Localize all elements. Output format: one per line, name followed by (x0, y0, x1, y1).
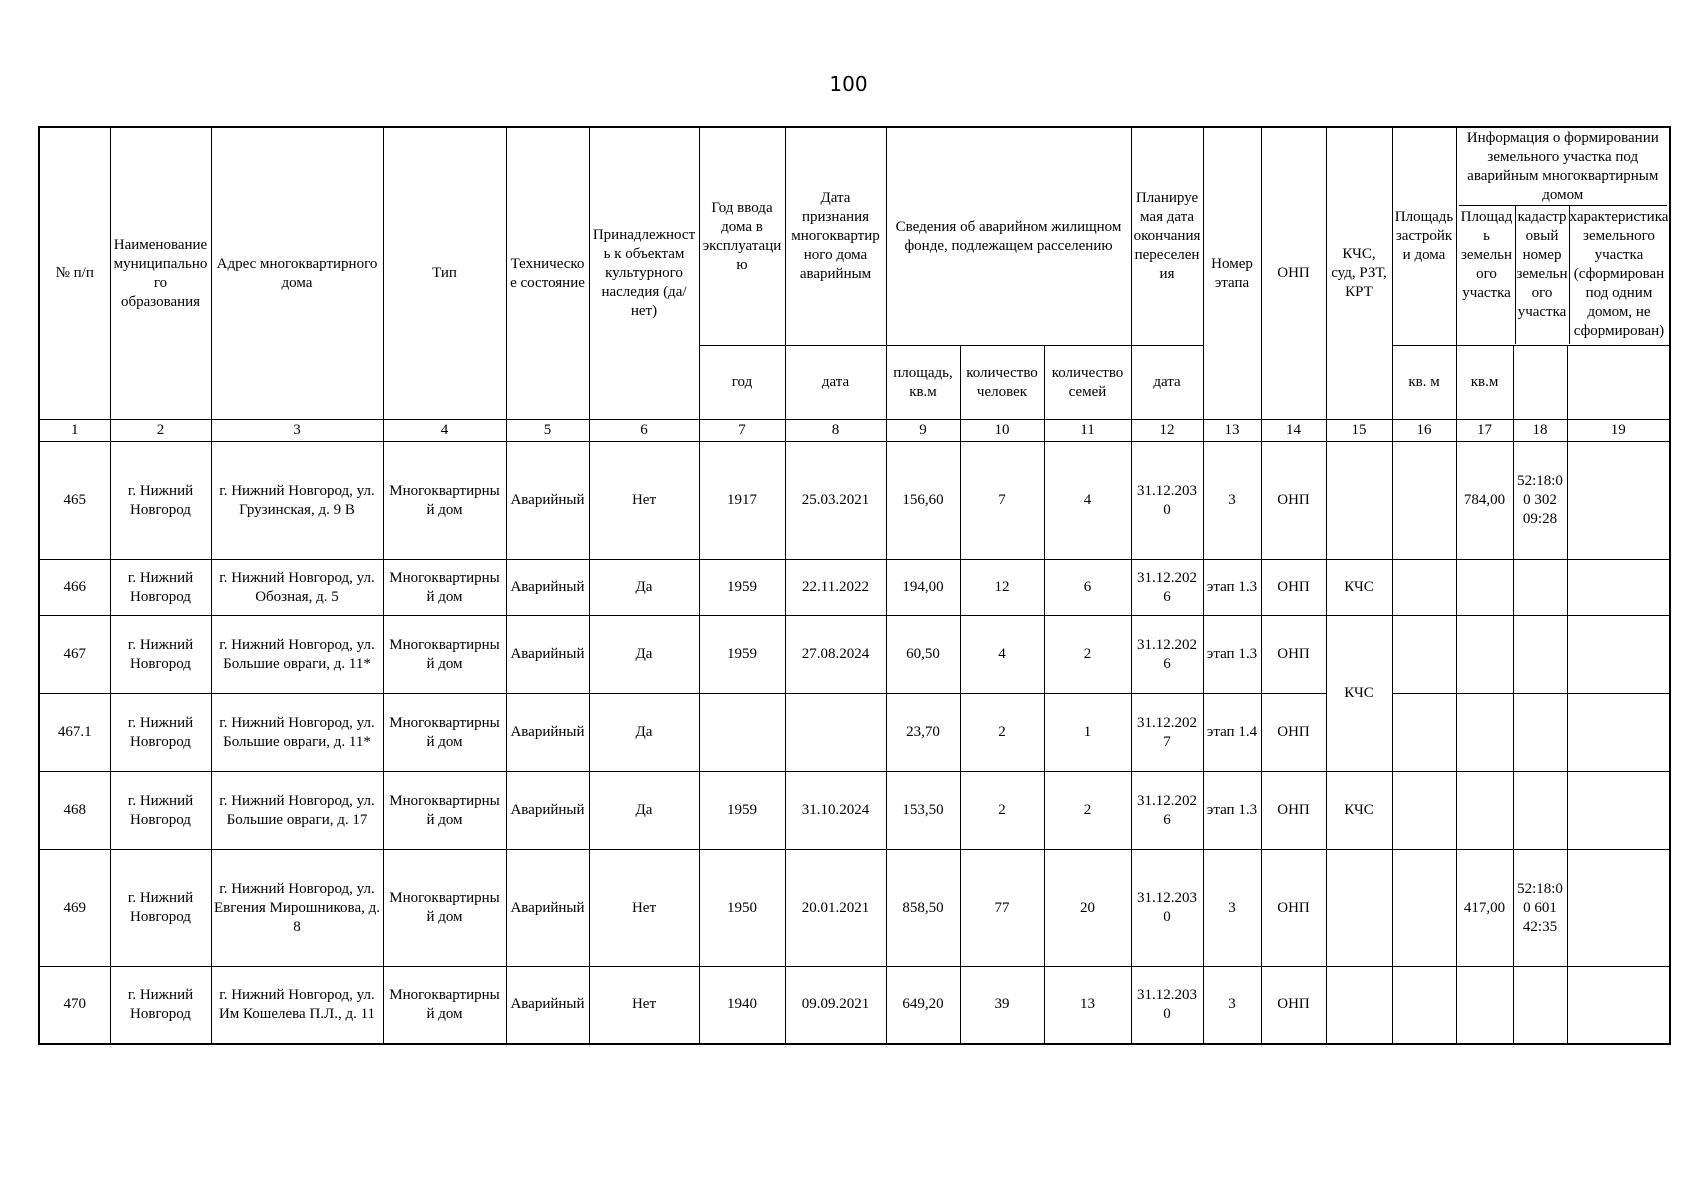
cell-year: 1959 (699, 616, 785, 694)
cell-cadastral-number (1513, 616, 1567, 694)
header-type: Тип (383, 127, 506, 420)
cell-building-area (1392, 967, 1456, 1044)
header-commission-year: Год ввода дома в эксплуатацию (699, 127, 785, 346)
header-emergency-fund: Сведения об аварийном жилищном фонде, подлежащем расселению (886, 127, 1131, 346)
cell-year: 1917 (699, 442, 785, 560)
cell-number: 468 (39, 772, 110, 850)
column-number: 2 (110, 420, 211, 442)
header-building-area: Площадь застройки дома (1392, 127, 1456, 346)
cell-cadastral-number: 52:18:00 302 09:28 (1513, 442, 1567, 560)
cell-people: 77 (960, 850, 1044, 967)
cell-planned-date: 31.12.2030 (1131, 850, 1203, 967)
subheader-planned-date: дата (1131, 346, 1203, 420)
cell-state: Аварийный (506, 967, 589, 1044)
column-number-row (39, 420, 1670, 442)
column-number: 13 (1203, 420, 1261, 442)
cell-number: 466 (39, 560, 110, 616)
cell-heritage: Да (589, 694, 699, 772)
header-land-characteristic: характеристика земельного участка (сформирован под одним домом, не сформирован) (1569, 209, 1669, 339)
cell-state: Аварийный (506, 442, 589, 560)
cell-planned-date: 31.12.2026 (1131, 616, 1203, 694)
cell-date: 09.09.2021 (785, 967, 886, 1044)
cell-kchs: КЧС (1326, 560, 1392, 616)
header-heritage: Принадлежность к объектам культурного наследия (да/нет) (589, 127, 699, 420)
cell-stage: 3 (1203, 967, 1261, 1044)
cell-heritage: Нет (589, 967, 699, 1044)
cell-address: г. Нижний Новгород, ул. Им Кошелева П.Л., д. 11 (211, 967, 383, 1044)
header-land-plot-subgroup (1459, 206, 1668, 344)
cell-area: 194,00 (886, 560, 960, 616)
header-municipality: Наименование муниципального образования (110, 127, 211, 420)
cell-date: 31.10.2024 (785, 772, 886, 850)
cell-state: Аварийный (506, 772, 589, 850)
cell-building-area (1392, 616, 1456, 694)
cell-stage: 3 (1203, 442, 1261, 560)
column-number: 7 (699, 420, 785, 442)
cell-year: 1959 (699, 772, 785, 850)
table-row (39, 616, 1670, 694)
cell-type: Многоквартирный дом (383, 560, 506, 616)
subheader-characteristic-continued (1567, 346, 1670, 420)
cell-stage: 3 (1203, 850, 1261, 967)
header-address: Адрес многоквартирного дома (211, 127, 383, 420)
cell-stage: этап 1.3 (1203, 616, 1261, 694)
column-number: 19 (1567, 420, 1670, 442)
cell-people: 2 (960, 694, 1044, 772)
column-number: 8 (785, 420, 886, 442)
subheader-families: количество семей (1044, 346, 1131, 420)
cell-planned-date: 31.12.2027 (1131, 694, 1203, 772)
cell-people: 4 (960, 616, 1044, 694)
column-number: 15 (1326, 420, 1392, 442)
cell-stage: этап 1.3 (1203, 560, 1261, 616)
cell-municipality: г. Нижний Новгород (110, 442, 211, 560)
cell-planned-date: 31.12.2026 (1131, 560, 1203, 616)
emergency-housing-table (38, 126, 1671, 1045)
cell-address: г. Нижний Новгород, ул. Большие овраги, д. 17 (211, 772, 383, 850)
cell-planned-date: 31.12.2030 (1131, 442, 1203, 560)
cell-year: 1950 (699, 850, 785, 967)
column-number: 5 (506, 420, 589, 442)
column-number: 17 (1456, 420, 1513, 442)
cell-land-characteristic (1567, 616, 1670, 694)
cell-people: 2 (960, 772, 1044, 850)
cell-planned-date: 31.12.2026 (1131, 772, 1203, 850)
column-number: 11 (1044, 420, 1131, 442)
cell-kchs: КЧС (1326, 772, 1392, 850)
cell-onp: ОНП (1261, 850, 1326, 967)
cell-cadastral-number (1513, 967, 1567, 1044)
cell-municipality: г. Нижний Новгород (110, 616, 211, 694)
column-number: 14 (1261, 420, 1326, 442)
column-number: 6 (589, 420, 699, 442)
cell-onp: ОНП (1261, 442, 1326, 560)
cell-area: 23,70 (886, 694, 960, 772)
cell-municipality: г. Нижний Новгород (110, 850, 211, 967)
header-planned-date: Планируемая дата окончания переселения (1131, 127, 1203, 346)
cell-municipality: г. Нижний Новгород (110, 772, 211, 850)
cell-land-area (1456, 616, 1513, 694)
cell-area: 153,50 (886, 772, 960, 850)
cell-date: 27.08.2024 (785, 616, 886, 694)
cell-land-characteristic (1567, 560, 1670, 616)
column-number: 18 (1513, 420, 1567, 442)
cell-heritage: Нет (589, 850, 699, 967)
subheader-cadastral-continued (1513, 346, 1567, 420)
cell-type: Многоквартирный дом (383, 850, 506, 967)
cell-municipality: г. Нижний Новгород (110, 694, 211, 772)
cell-address: г. Нижний Новгород, ул. Грузинская, д. 9 В (211, 442, 383, 560)
subheader-date: дата (785, 346, 886, 420)
cell-land-area (1456, 560, 1513, 616)
header-land-plot-group (1456, 127, 1670, 346)
cell-land-area: 784,00 (1456, 442, 1513, 560)
cell-planned-date: 31.12.2030 (1131, 967, 1203, 1044)
cell-kchs: КЧС (1326, 616, 1392, 772)
cell-land-area (1456, 772, 1513, 850)
cell-area: 156,60 (886, 442, 960, 560)
cell-stage: этап 1.3 (1203, 772, 1261, 850)
subheader-people: количество человек (960, 346, 1044, 420)
cell-onp: ОНП (1261, 967, 1326, 1044)
table-row (39, 772, 1670, 850)
cell-kchs (1326, 850, 1392, 967)
cell-year (699, 694, 785, 772)
column-number: 9 (886, 420, 960, 442)
header-onp: ОНП (1261, 127, 1326, 420)
column-number: 12 (1131, 420, 1203, 442)
cell-state: Аварийный (506, 560, 589, 616)
cell-cadastral-number (1513, 772, 1567, 850)
cell-land-area: 417,00 (1456, 850, 1513, 967)
column-number: 10 (960, 420, 1044, 442)
cell-families: 1 (1044, 694, 1131, 772)
header-land-plot-info: Информация о формировании земельного участка под аварийным многоквартирным домом (1459, 129, 1668, 206)
cell-state: Аварийный (506, 616, 589, 694)
subheader-area: площадь, кв.м (886, 346, 960, 420)
cell-heritage: Да (589, 772, 699, 850)
table-row (39, 442, 1670, 560)
cell-stage: этап 1.4 (1203, 694, 1261, 772)
table-row (39, 850, 1670, 967)
table-row (39, 694, 1670, 772)
cell-cadastral-number (1513, 694, 1567, 772)
column-number: 16 (1392, 420, 1456, 442)
cell-families: 4 (1044, 442, 1131, 560)
cell-date (785, 694, 886, 772)
cell-area: 649,20 (886, 967, 960, 1044)
cell-number: 469 (39, 850, 110, 967)
cell-heritage: Да (589, 560, 699, 616)
cell-land-characteristic (1567, 967, 1670, 1044)
cell-onp: ОНП (1261, 560, 1326, 616)
cell-people: 7 (960, 442, 1044, 560)
cell-families: 20 (1044, 850, 1131, 967)
cell-cadastral-number: 52:18:00 601 42:35 (1513, 850, 1567, 967)
column-number: 3 (211, 420, 383, 442)
page-number: 100 (829, 72, 868, 96)
cell-address: г. Нижний Новгород, ул. Обозная, д. 5 (211, 560, 383, 616)
table-row (39, 560, 1670, 616)
cell-area: 858,50 (886, 850, 960, 967)
cell-address: г. Нижний Новгород, ул. Большие овраги, д. 11* (211, 694, 383, 772)
column-number: 4 (383, 420, 506, 442)
cell-heritage: Да (589, 616, 699, 694)
cell-state: Аварийный (506, 694, 589, 772)
cell-families: 2 (1044, 772, 1131, 850)
cell-type: Многоквартирный дом (383, 772, 506, 850)
cell-date: 25.03.2021 (785, 442, 886, 560)
cell-land-characteristic (1567, 772, 1670, 850)
cell-number: 470 (39, 967, 110, 1044)
header-technical-state: Техническое состояние (506, 127, 589, 420)
table-row (39, 967, 1670, 1044)
cell-land-area (1456, 967, 1513, 1044)
cell-cadastral-number (1513, 560, 1567, 616)
header-row-number: № п/п (39, 127, 110, 420)
cell-onp: ОНП (1261, 616, 1326, 694)
header-kchs: КЧС, суд, РЗТ, КРТ (1326, 127, 1392, 420)
cell-kchs (1326, 967, 1392, 1044)
cell-municipality: г. Нижний Новгород (110, 967, 211, 1044)
cell-building-area (1392, 560, 1456, 616)
cell-land-characteristic (1567, 850, 1670, 967)
cell-type: Многоквартирный дом (383, 694, 506, 772)
cell-heritage: Нет (589, 442, 699, 560)
cell-land-characteristic (1567, 694, 1670, 772)
cell-municipality: г. Нижний Новгород (110, 560, 211, 616)
column-number: 1 (39, 420, 110, 442)
cell-building-area (1392, 442, 1456, 560)
cell-type: Многоквартирный дом (383, 616, 506, 694)
header-recognition-date: Дата признания многоквартирного дома аварийным (785, 127, 886, 346)
cell-kchs (1326, 442, 1392, 560)
cell-area: 60,50 (886, 616, 960, 694)
cell-year: 1959 (699, 560, 785, 616)
cell-families: 2 (1044, 616, 1131, 694)
cell-number: 467 (39, 616, 110, 694)
cell-people: 39 (960, 967, 1044, 1044)
cell-land-characteristic (1567, 442, 1670, 560)
subheader-year: год (699, 346, 785, 420)
cell-number: 467.1 (39, 694, 110, 772)
cell-address: г. Нижний Новгород, ул. Евгения Мирошникова, д. 8 (211, 850, 383, 967)
header-stage: Номер этапа (1203, 127, 1261, 420)
cell-onp: ОНП (1261, 772, 1326, 850)
cell-number: 465 (39, 442, 110, 560)
cell-families: 6 (1044, 560, 1131, 616)
cell-date: 22.11.2022 (785, 560, 886, 616)
cell-year: 1940 (699, 967, 785, 1044)
header-row-top (39, 127, 1670, 346)
cell-type: Многоквартирный дом (383, 967, 506, 1044)
cell-onp: ОНП (1261, 694, 1326, 772)
cell-building-area (1392, 850, 1456, 967)
header-cadastral-number: кадастровый номер земельного участка (1516, 206, 1570, 344)
subheader-land-area-unit: кв.м (1456, 346, 1513, 420)
cell-date: 20.01.2021 (785, 850, 886, 967)
cell-families: 13 (1044, 967, 1131, 1044)
cell-address: г. Нижний Новгород, ул. Большие овраги, д. 11* (211, 616, 383, 694)
cell-state: Аварийный (506, 850, 589, 967)
cell-people: 12 (960, 560, 1044, 616)
cell-land-area (1456, 694, 1513, 772)
header-land-area: Площадь земельного участка (1459, 206, 1516, 344)
cell-building-area (1392, 694, 1456, 772)
cell-type: Многоквартирный дом (383, 442, 506, 560)
subheader-building-area-unit: кв. м (1392, 346, 1456, 420)
cell-building-area (1392, 772, 1456, 850)
